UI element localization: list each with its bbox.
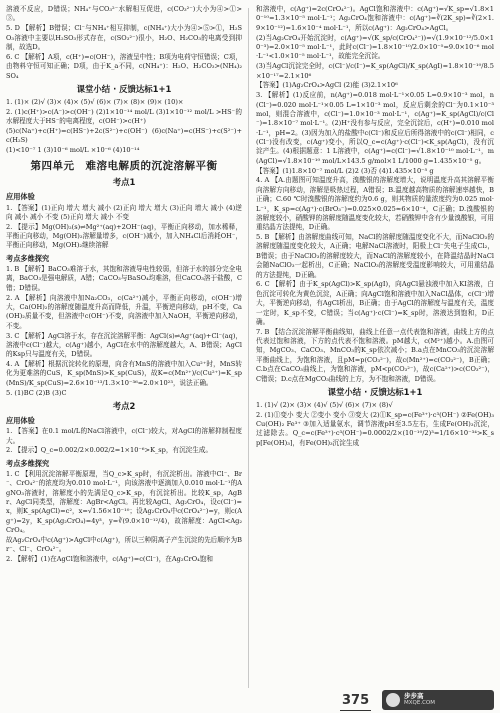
answer-paragraph: 2. 【提示】Mg(OH)₂(s)⇌Mg²⁺(aq)+2OH⁻(aq)，平衡正向移动，加水稀释，平衡正向移动，Mg(OH)₂溶解量增多，c(OH⁻)减小，加入NH₄Cl后消耗OH⁻，平衡正向移动，Mg(OH)₂继续溶解 bbox=[6, 222, 242, 250]
answer-paragraph: 2. 【提示】Q_c=0.002/2×0.002/2=1×10⁻⁶>K_sp，有沉淀生成。 bbox=[6, 446, 213, 455]
answer-paragraph: 和溶液中，c(Ag⁺)=2c(CrO₄²⁻)。AgCl饱和溶液中：c(Ag⁺)=√K_sp=√1.8×10⁻¹⁰=1.3×10⁻⁵ mol·L⁻¹；Ag₂CrO₄饱和溶液中：c(Ag⁺)=∛(2K_sp)=∛(2×1.9×10⁻¹²)=1.6×10⁻⁴ mol·L⁻¹，所以c(Ag⁺)：Ag₂CrO₄>AgCl。 bbox=[256, 5, 494, 32]
page-footer bbox=[330, 690, 496, 712]
answer-paragraph: 【答案】(1)Ag₂CrO₄>AgCl (2)能 (3)2.1×10⁶ bbox=[256, 81, 398, 90]
answer-paragraph: 5. (1)BC (2)B (3)C bbox=[6, 388, 67, 397]
answer-paragraph: 4. A 【解析】根据沉淀转化的原理，向含有MnS的溶液中加入Cu²⁺时，MnS转化为更难溶的CuS，K_sp(MnS)>K_sp(CuS)，故K=c(Mn²⁺)/c(Cu²⁺)=K_sp(MnS)/K_sp(CuS)=2.6×10⁻¹³/1.3×10⁻³⁶=2.0×10²³，说法正确。 bbox=[6, 360, 242, 387]
answer-paragraph: 2. A 【解析】向溶液中加Na₂CO₃，c(Ca²⁺)减小，平衡正向移动，c(OH⁻)增大，Ca(OH)₂的溶解度随温度升高而降低，升温，平衡逆向移动，pH不变，Ca(OH)₂质量不变，但溶液中c(OH⁻)不变，向溶液中加入NaOH，平衡逆向移动，不变。 bbox=[6, 293, 242, 330]
answer-paragraph: 6. C 【解析】A项，c(H⁺)=c(OH⁻)，溶液呈中性；B项为电荷守恒错误；C项，由物料守恒可知正确；D项，由于K_a不同，c(NH₄⁺)：H₂O、H₂CO₃>(NH₄)₂SO₄ bbox=[6, 52, 242, 80]
answer-paragraph: (3)当AgCl沉淀完全时，c(Cl⁻)/c(I⁻)=K_sp(AgCl)/K_sp(AgI)=1.8×10⁻¹⁰/8.5×10⁻¹⁷=2.1×10⁶ bbox=[256, 62, 494, 80]
page-number: 375 bbox=[340, 692, 371, 711]
answer-paragraph: 4. A 【A.由题图可知温度升高，溴酸银的溶解度增大，说明温度升高其溶解平衡向溶解方向移动，溶解是吸热过程，A错误；B.温度越高物质的溶解速率越快，B正确；C.60 ℃时溴酸银的溶解度约为0.6 g，则其物质的量浓度约为0.025 mol·L⁻¹，K_sp=c(Ag⁺)·c(BrO₃⁻)=0.025×0.025≈6×10⁻⁴，C正确；D.溴酸银的溶解度较小，硝酸钾的溶解度随温度变化较大，若硝酸钾中含有少量溴酸银，可用重结晶方法提纯，D正确。 bbox=[256, 176, 494, 232]
logo-url: MXQE.COM bbox=[404, 700, 435, 706]
chapter-title: 第四单元 难溶电解质的沉淀溶解平衡 bbox=[30, 160, 218, 173]
answer-paragraph: 3. 【解析】(1)反应前，n(Ag⁺)=0.018 mol·L⁻¹×0.05 L=0.9×10⁻³ mol，n(Cl⁻)=0.020 mol·L⁻¹×0.05 L=1×10⁻³ mol，反应后剩余的Cl⁻为0.1×10⁻³ mol，则混合溶液中，c(Cl⁻)=1.0×10⁻³ mol·L⁻¹，c(Ag⁺)=K_sp(AgCl)/c(Cl⁻)=1.8×10⁻⁷ mol·L⁻¹。(2)H⁺没有参与反应，完全沉淀后，c(H⁺)=0.010 mol·L⁻¹，pH=2。(3)因为加入的盐酸中c(Cl⁻)和反应后所得溶液中的c(Cl⁻)相同，c(Cl⁻)没有改变，c(Ag⁺)变小，所以Q_c=c(Ag⁺)·c(Cl⁻)<K_sp(AgCl)，没有沉淀产生。(4)根据题意：1 L溶液中，c(Ag⁺)=c(Cl⁻)=√1.8×10⁻¹⁰ mol·L⁻¹，m(AgCl)=√1.8×10⁻¹⁰ mol/L×143.5 g/mol×1 L/1000 g=1.435×10⁻⁵ g。 bbox=[256, 91, 494, 165]
answer-paragraph: 1. B 【解析】BaCO₃难溶于水，其饱和溶液导电性较弱，但溶于水的部分完全电离，BaCO₃是强电解质，A错；CaCO₃与BaSO₄均难溶，但CaCO₃溶于盐酸，C错；D错误。 bbox=[6, 265, 242, 292]
answer-paragraph: 7. B 【结合沉淀溶解平衡曲线知，曲线上任意一点代表饱和溶液，曲线上方的点代表过饱和溶液，下方的点代表不饱和溶液。pM越大，c(M²⁺)越小。A.由图可知，MgCO₃、CaCO₃、MnCO₃的K_sp依次减小；B.a点在MnCO₃的沉淀溶解平衡曲线上，为饱和溶液，且pM=p(CO₃²⁻)，故c(Mn²⁺)=c(CO₃²⁻)，B正确；C.b点在CaCO₃曲线上，为饱和溶液，pM<p(CO₃²⁻)，故c(Ca²⁺)>c(CO₃²⁻)，C错误；D.c点在MgCO₃曲线的上方，为不饱和溶液，D错误。 bbox=[256, 327, 494, 383]
answer-paragraph: 故Ag₂CrO₄中c(Ag⁺)>AgCl中c(Ag⁺)，所以三种阴离子产生沉淀的先后顺序为Br⁻、Cl⁻、CrO₄²⁻。 bbox=[6, 536, 242, 554]
answer-paragraph: 【答案】(1)1.8×10⁻⁷ mol/L (2)2 (3)否 (4)1.435×10⁻⁵ g bbox=[256, 166, 434, 175]
answer-paragraph: 6. C 【解析】由于K_sp(AgCl)>K_sp(AgI)，向AgCl悬浊液中加入KI溶液，白色沉淀可转化为黄色沉淀，A正确；向AgCl饱和溶液中加入NaCl晶体，c(Cl⁻)增大，平衡逆向移动，有AgCl析出，B正确；由于AgCl的溶解度与温度有关，温度一定时，K_sp不变，C错误；当c(Ag⁺)·c(Cl⁻)=K_sp时，溶液达到饱和，D正确。 bbox=[256, 280, 494, 326]
answer-paragraph: 1. 【答案】(1)正向 增大 增大 减小 (2)正向 增大 增大 (3)正向 增大 减小 (4)逆向 减小 减小 不变 (5)正向 增大 减小 不变 bbox=[6, 203, 242, 221]
answer-paragraph: 2. 【解析】(1)在AgCl饱和溶液中，c(Ag⁺)=c(Cl⁻)，在Ag₂CrO₄饱和 bbox=[6, 555, 213, 564]
answer-paragraph: 5. D 【解析】B错误；Cl⁻与NH₄⁺相互抑制，c(NH₄⁺)大小为④>⑤>①，H₂SO₃溶液中主要以H₂SO₃形式存在，c(SO₃²⁻)很小，H₂O、H₂CO₃的电离受到抑制，故选D。 bbox=[6, 24, 242, 51]
left-column bbox=[6, 5, 242, 565]
answer-paragraph: (5)c(Na⁺)+c(H⁺)=c(HS⁻)+2c(S²⁻)+c(OH⁻) (6)c(Na⁺)=c(HS⁻)+c(S²⁻)+c(H₂S) bbox=[6, 126, 242, 145]
answer-paragraph: 5. B 【解析】由溶解度曲线可知，NaCl的溶解度随温度变化不大，而NaClO₃的溶解度随温度变化较大，A正确；电解NaCl溶液时，阳极上Cl⁻失电子生成Cl₂，B错误；由于NaClO₃的溶解度较大，而NaCl的溶解度较小，在降温结晶时NaCl会随NaClO₃一起析出，C正确；NaClO₃的溶解度受温度影响较大，可用重结晶的方法提纯，D正确。 bbox=[256, 233, 494, 279]
section-heading: 考点2 bbox=[112, 401, 136, 412]
logo-text: 步步高 bbox=[404, 692, 424, 700]
subsection-title: 应用体验 bbox=[6, 192, 35, 202]
subsection-title: 考点多维探究 bbox=[6, 458, 50, 468]
answer-paragraph: 1. C 【利用沉淀溶解平衡原理，当Q_c>K_sp时，有沉淀析出。溶液中Cl⁻、Br⁻、CrO₄²⁻的浓度均为0.010 mol·L⁻¹，向该溶液中逐滴加入0.010 mol·L⁻¹的AgNO₃溶液时，溶解度小的先满足Q_c>K_sp，有沉淀析出。比较K_sp，AgBr、AgCl同类型，溶解度：AgBr<AgCl。再比较AgCl、Ag₂CrO₄，设c(Cl⁻)=x，则K_sp(AgCl)=c²，x=√1.56×10⁻¹⁰；设Ag₂CrO₄中c(CrO₄²⁻)=y，则c(Ag⁺)=2y，K_sp(Ag₂CrO₄)=4y³，y=∛(9.0×10⁻¹²/4)，故溶解度：AgCl<Ag₂CrO₄。 bbox=[6, 469, 242, 535]
section-heading: 课堂小结 · 反馈达标1+1 bbox=[76, 83, 172, 94]
logo-mark-icon bbox=[386, 693, 400, 707]
publisher-logo bbox=[382, 690, 494, 710]
subsection-title: 考点多维探究 bbox=[6, 253, 50, 263]
section-heading: 课堂小结 · 反馈达标1+1 bbox=[327, 386, 423, 397]
answer-paragraph: 溶液不反应，D错误；NH₄⁺与CO₃²⁻水解相互促进，c(CO₃²⁻)大小为④>①>③。 bbox=[6, 5, 242, 23]
subsection-title: 应用体验 bbox=[6, 415, 35, 425]
answer-paragraph: 2. (1)①变小 变大 ②变小 变小 ③变大 (2)①K_sp=c(Fe³⁺)·c³(OH⁻) ②Fe(OH)₃ Cu(OH)₂ Fe³⁺ ③加入适量氨水，调节溶液pH至3.5左右，生成Fe(OH)₃沉淀，过滤除去。Q_c=c(Fe³⁺)·c³(OH⁻)=0.0002/2×(10⁻¹⁰/2)³=1/16×10⁻³⁴>K_sp[Fe(OH)₃]，有Fe(OH)₃沉淀生成 bbox=[256, 410, 494, 447]
section-heading: 考点1 bbox=[112, 177, 136, 188]
right-column bbox=[256, 5, 494, 449]
answer-paragraph: (1)<10⁻⁷ 1 (3)10⁻⁶ mol/L ×10⁻⁶ (4)10⁻¹⁴ bbox=[6, 146, 140, 155]
answer-paragraph: 1. (1)× (2)√ (3)× (4)× (5)√ (6)× (7)× (8)× (9)× (10)× bbox=[6, 97, 184, 106]
answer-paragraph: 3. C 【解析】AgCl溶于水，存在沉淀溶解平衡：AgCl(s)⇌Ag⁺(aq)+Cl⁻(aq)，溶液中c(Cl⁻)越大，c(Ag⁺)越小，AgCl在水中的溶解度越大，A、B错误；AgCl的Ksp只与温度有关，D错误。 bbox=[6, 331, 242, 359]
answer-paragraph: 2. (1)c(H⁺)>c(A⁻)>c(OH⁻) (2)1×10⁻¹⁴ mol/L (3)1×10⁻¹² mol/L >HS⁻的水解程度大于HS⁻的电离程度，c(OH⁻)>c(H⁺) bbox=[6, 107, 242, 126]
answer-paragraph: 1. 【答案】在0.1 mol/L的NaCl溶液中，c(Cl⁻)较大，对AgCl的溶解抑制程度大。 bbox=[6, 427, 242, 445]
answer-paragraph: (2)当Ag₂CrO₄开始沉淀时，c(Ag⁺)=√(K_sp/c(CrO₄²⁻))=√(1.9×10⁻¹²/5.0×10⁻³)=2.0×10⁻⁵ mol·L⁻¹，此时c(Cl⁻)=1.8×10⁻¹⁰/2.0×10⁻⁵=9.0×10⁻⁶ mol·L⁻¹<1.0×10⁻⁵ mol·L⁻¹，故能完全沉淀。 bbox=[256, 33, 494, 61]
column-divider bbox=[248, 8, 249, 688]
answer-paragraph: 1. (1)√ (2)× (3)× (4)√ (5)√ (6)× (7)× (8)√ bbox=[256, 400, 393, 409]
